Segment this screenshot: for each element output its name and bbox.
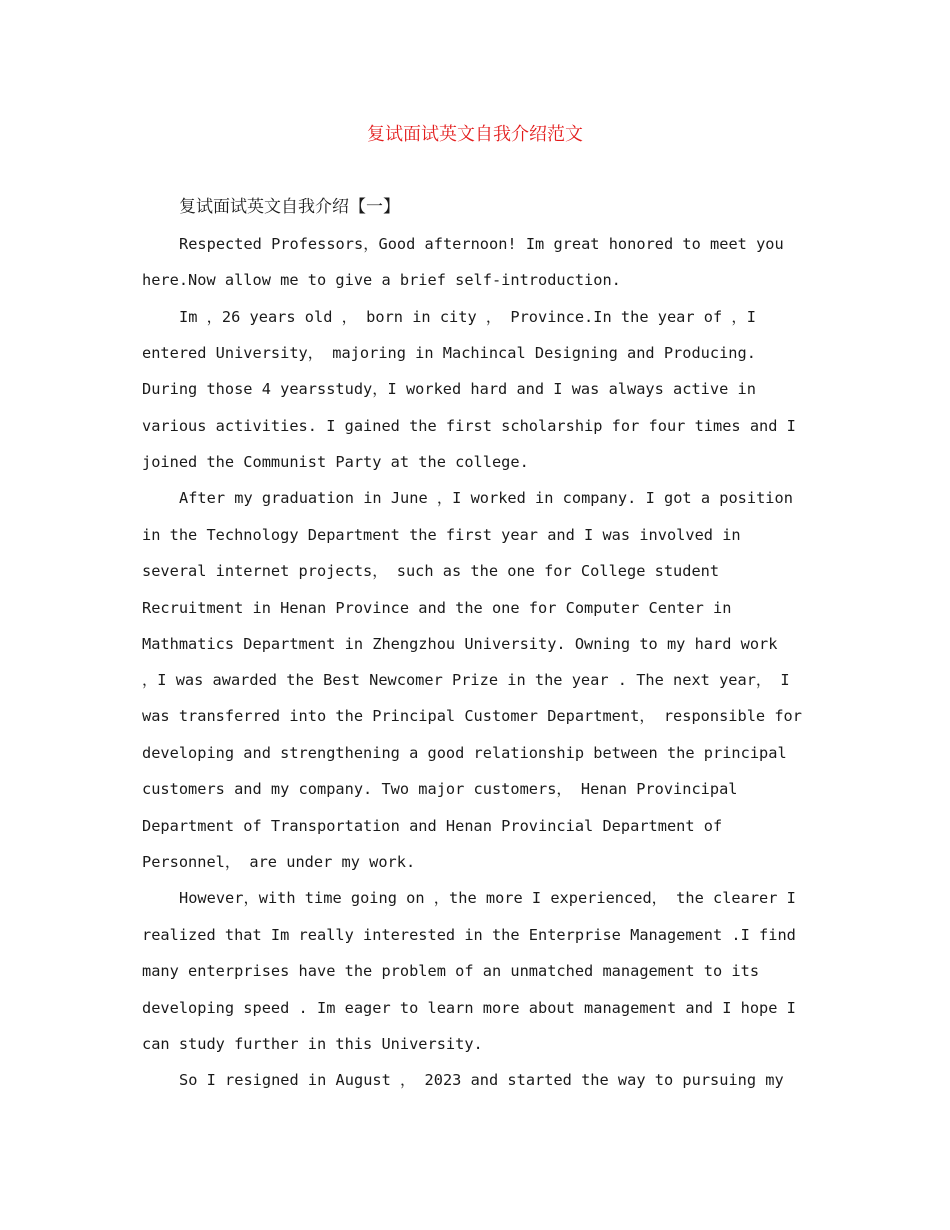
text-line: Mathmatics Department in Zhengzhou University. Owning to my hard work (142, 635, 778, 653)
text-line: Respected Professors，Good afternoon! Im great honored to meet you (179, 235, 784, 253)
text-line: various activities. I gained the first scholarship for four times and I (142, 417, 796, 435)
text-line: can study further in this University. (142, 1035, 483, 1053)
text-line: Recruitment in Henan Province and the one for Computer Center in (142, 599, 732, 617)
text-line: customers and my company. Two major customers， Henan Provincipal (142, 780, 738, 798)
text-line: Personnel， are under my work. (142, 853, 416, 871)
text-line: in the Technology Department the first year and I was involved in (142, 526, 741, 544)
text-line: However，with time going on ，the more I experienced， the clearer I (179, 889, 796, 907)
text-line: joined the Communist Party at the college. (142, 453, 529, 471)
text-line: many enterprises have the problem of an unmatched management to its (142, 962, 760, 980)
text-line: So I resigned in August ， 2023 and started the way to pursuing my (179, 1071, 784, 1089)
text-line: ，I was awarded the Best Newcomer Prize in the year . The next year， I (142, 671, 790, 689)
text-line: developing speed . Im eager to learn more about management and I hope I (142, 999, 796, 1017)
text-line: was transferred into the Principal Customer Department， responsible for (142, 707, 802, 725)
text-line: several internet projects， such as the one for College student (142, 562, 720, 580)
text-line: here.Now allow me to give a brief self-introduction. (142, 271, 621, 289)
text-line: After my graduation in June ，I worked in company. I got a position (179, 489, 793, 507)
text-line: realized that Im really interested in the Enterprise Management .I find (142, 926, 796, 944)
text-line: developing and strengthening a good relationship between the principal (142, 744, 787, 762)
text-line: Department of Transportation and Henan Provincial Department of (142, 817, 723, 835)
text-line: Im ，26 years old ， born in city ， Province.In the year of ，I (179, 308, 756, 326)
section-heading: 复试面试英文自我介绍【一】 (179, 197, 400, 217)
text-line: During those 4 yearsstudy，I worked hard and I was always active in (142, 380, 756, 398)
text-line: entered University， majoring in Machincal Designing and Producing. (142, 344, 756, 362)
page-title: 复试面试英文自我介绍范文 (367, 124, 583, 145)
